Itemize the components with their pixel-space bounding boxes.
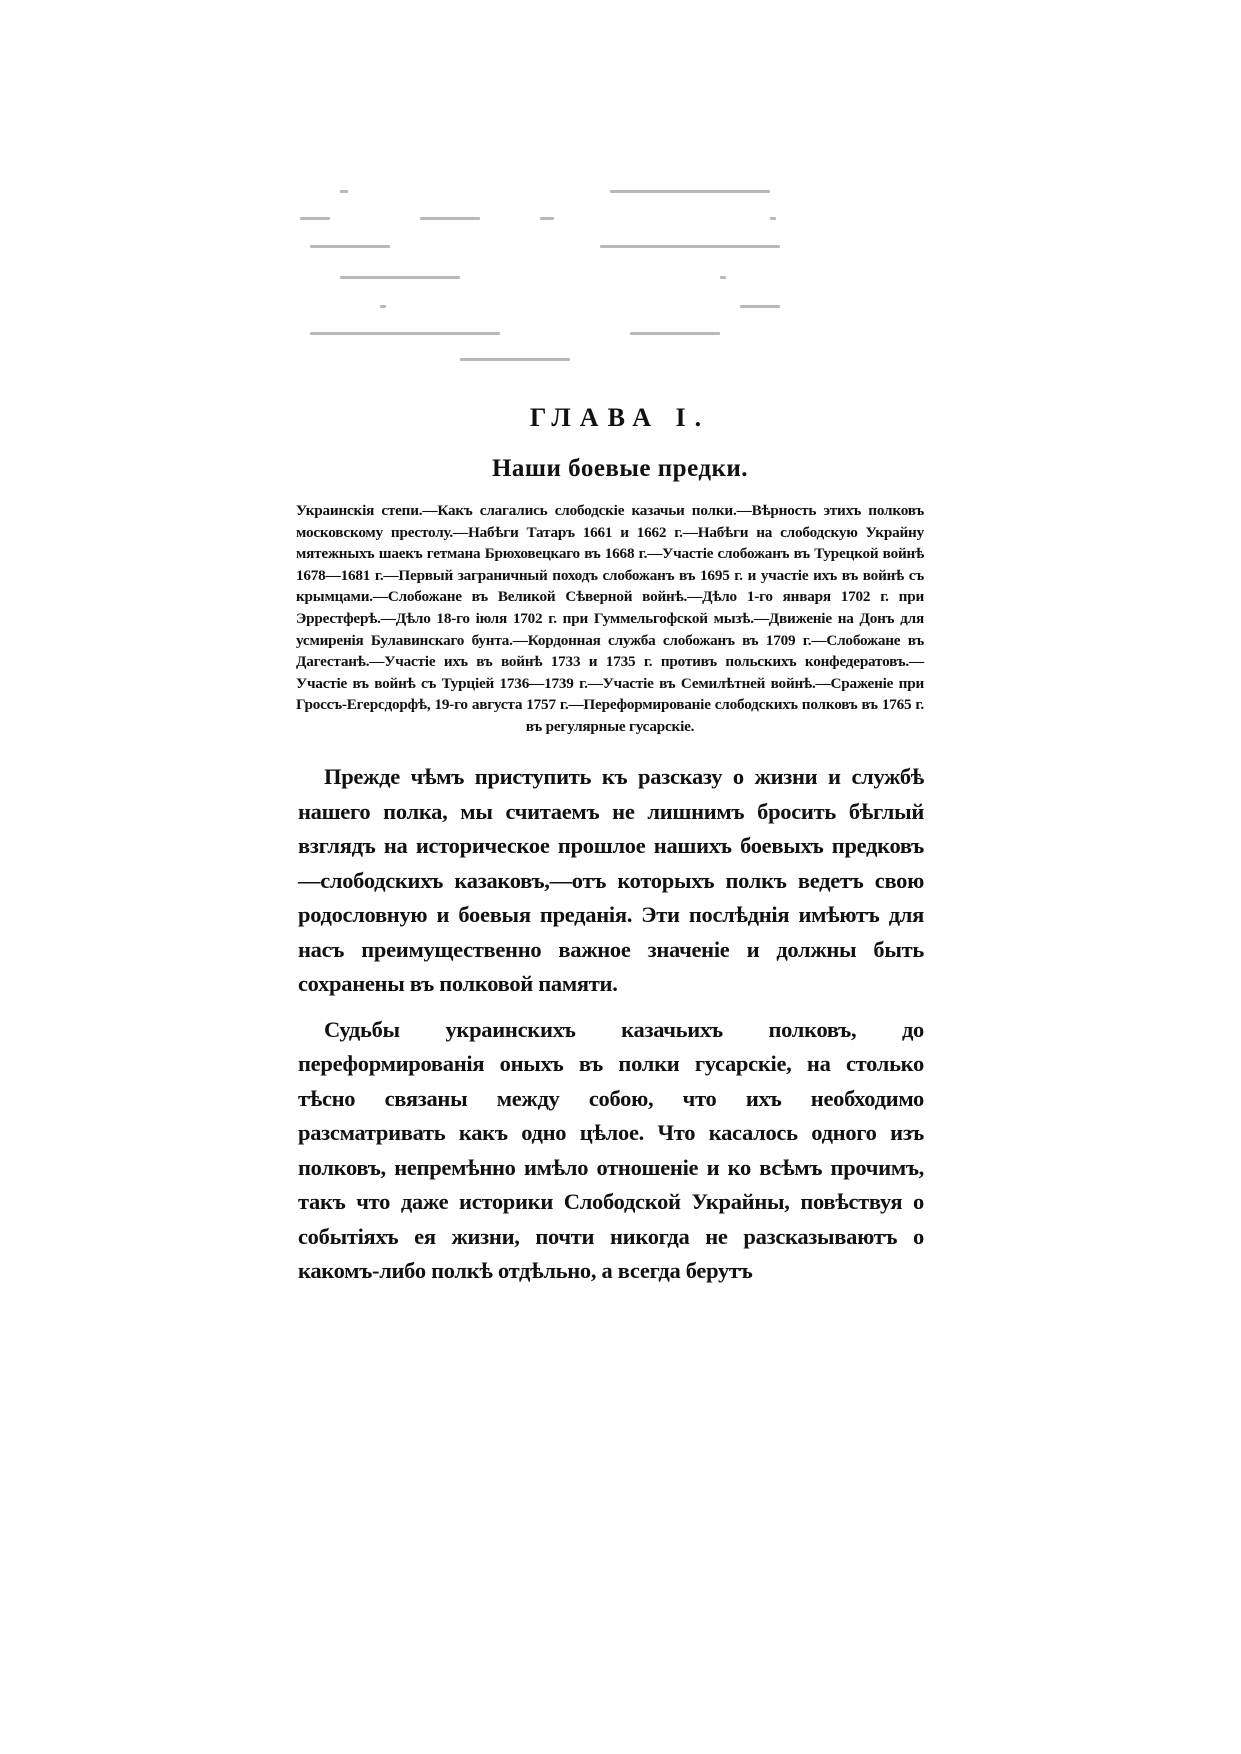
- chapter-heading: ГЛАВА I.: [529, 403, 711, 432]
- bleed-through-marks: [300, 190, 940, 410]
- body-text: [298, 760, 924, 1289]
- paragraph: Судьбы украинскихъ казачьихъ полковъ, до переформированія оныхъ въ полки гусарскіе, на столько тѣсно связаны между собою, что ихъ необходимо разсматривать какъ одно цѣлое. Что касалось одного изъ полковъ, непремѣнно имѣло отношеніе и ко всѣмъ прочимъ, такъ что даже историки Слободской Украйны, повѣствуя о событіяхъ ея жизни, почти никогда не разсказываютъ о какомъ-либо полкѣ отдѣльно, а всегда берутъ: [298, 1016, 924, 1283]
- chapter-summary: Украинскія степи.—Какъ слагались слободскіе казачьи полки.—Вѣрность этихъ полковъ московскому престолу.—Набѣги Татаръ 1661 и 1662 г.—Набѣги на слободскую Украйну мятежныхъ шаекъ гетмана Брюховецкаго въ 1668 г.—Участіе слобожанъ въ Турецкой войнѣ 1678—1681 г.—Первый заграничный походъ слобожанъ въ 1695 г. и участіе ихъ въ войнѣ съ крымцами.—Слобожане въ Великой Сѣверной войнѣ.—Дѣло 1-го января 1702 г. при Эррестферѣ.—Дѣло 18-го іюля 1702 г. при Гуммельгофской мызѣ.—Движеніе на Донъ для усмиренія Булавинскаго бунта.—Кордонная служба слобожанъ въ 1709 г.—Слобожане въ Дагестанѣ.—Участіе ихъ въ войнѣ 1733 и 1735 г. противъ польскихъ конфедератовъ.—Участіе въ войнѣ съ Турціей 1736—1739 г.—Участіе въ Семилѣтней войнѣ.—Сраженіе при Гроссъ-Егерсдорфѣ, 19-го августа 1757 г.—Переформированіе слободскихъ полковъ въ 1765 г. въ регулярные гусарскіе.: [296, 502, 924, 735]
- chapter-title: Наши боевые предки.: [491, 455, 749, 482]
- paragraph: Прежде чѣмъ приступить къ разсказу о жизни и службѣ нашего полка, мы считаемъ не лишнимъ бросить бѣглый взглядъ на историческое прошлое нашихъ боевыхъ предковъ—слободскихъ казаковъ,—отъ которыхъ полкъ ведетъ свою родословную и боевыя преданія. Эти послѣднія имѣютъ для насъ преимущественно важное значеніе и должны быть сохранены въ полковой памяти.: [298, 764, 924, 996]
